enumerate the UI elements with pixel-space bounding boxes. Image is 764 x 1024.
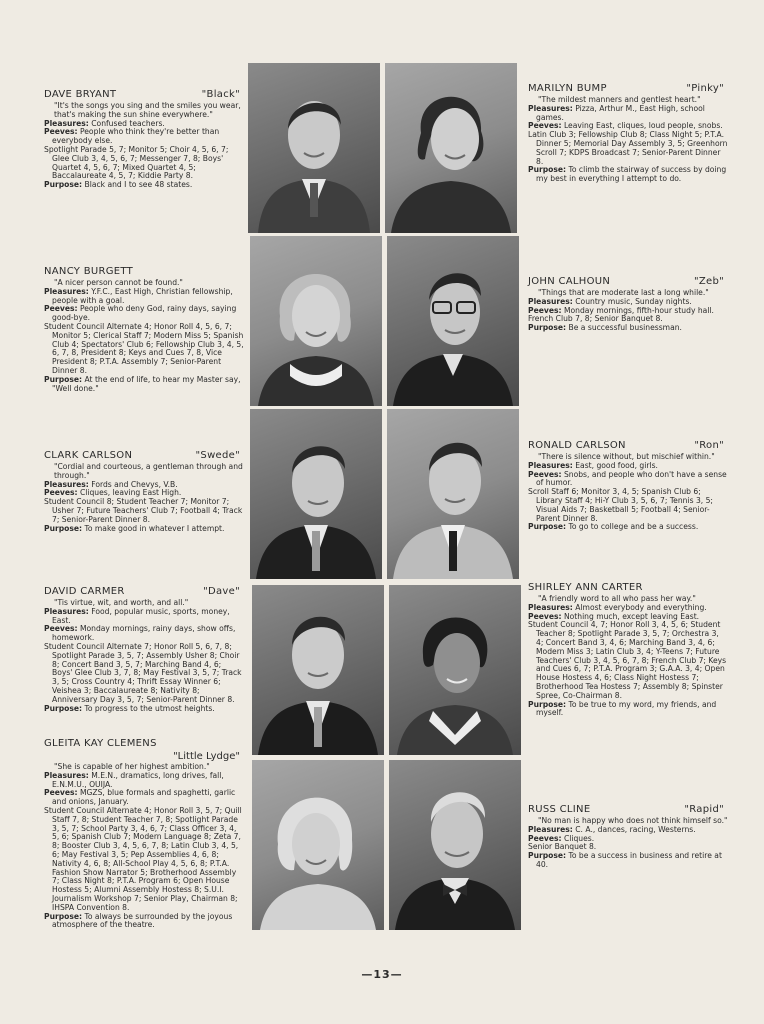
student-name: GLEITA KAY CLEMENS — [44, 738, 157, 749]
purpose-label: Purpose: — [528, 851, 567, 861]
pleasures-label: Pleasures: — [528, 296, 573, 306]
male-portrait-icon — [387, 236, 519, 406]
peeves-label: Peeves: — [44, 788, 78, 798]
pleasures-label: Pleasures: — [44, 286, 89, 296]
pleasures-label: Pleasures: — [44, 479, 89, 489]
student-nickname: "Black" — [201, 89, 240, 100]
peeves-label: Peeves: — [44, 304, 78, 314]
pleasures-label: Pleasures: — [528, 602, 573, 612]
student-quote: "It's the songs you sing and the smiles you wear, that's making the sun shine everywhere." — [54, 101, 241, 119]
pleasures-label: Pleasures: — [528, 824, 573, 834]
purpose-text: To make good in whatever I attempt. — [84, 523, 225, 533]
purpose-text: To progress to the utmost heights. — [84, 703, 215, 713]
student-entry-nancy-burgett — [44, 266, 244, 393]
student-entry-gleita-kay-clemens — [44, 738, 244, 930]
portrait-photo-david-carmer — [252, 585, 384, 755]
student-nickname: "Little Lydge" — [173, 751, 240, 762]
activities-text: Spotlight Parade 5, 7; Monitor 5; Choir 4, 5, 6, 7; Glee Club 3, 4, 5, 6, 7; Messenger 7, 8; Boys' Quartet 4, 5, 6, 7; Mixed Quartet 4, 5; Baccalaureate 4, 5, 7; Kiddie Party 8. — [44, 144, 229, 181]
portrait-photo-nancy-burgett — [250, 236, 382, 406]
pleasures-text: Almost everybody and everything. — [575, 602, 707, 612]
activities-text: Student Council Alternate 4; Honor Roll 4, 5, 6, 7; Monitor 5; Clerical Staff 7; Modern Miss 5; Spanish Club 4; Spectators' Club 6; Fellowship Club 3, 4, 5, 6, 7, 8, President 8; Keys and Cues 7, 8, Vice President 8; P.T.A. Assembly 7; Senior-Parent Dinner 8. — [44, 321, 244, 375]
student-quote: "Cordial and courteous, a gentleman through and through." — [54, 462, 243, 480]
purpose-label: Purpose: — [44, 180, 83, 190]
student-quote: "A friendly word to all who pass her way." — [538, 594, 696, 603]
male-portrait-icon — [252, 585, 384, 755]
pleasures-text: C. A., dances, racing, Westerns. — [575, 824, 696, 834]
portrait-photo-marilyn-bump — [385, 63, 517, 233]
student-quote: "Things that are moderate last a long while." — [538, 288, 709, 297]
peeves-text: MGZS, blue formals and spaghetti, garlic and onions, January. — [52, 788, 236, 807]
peeves-label: Peeves: — [44, 127, 78, 137]
student-nickname: "Ron" — [694, 440, 724, 451]
purpose-label: Purpose: — [528, 522, 567, 532]
peeves-text: Monday mornings, fifth-hour study hall. — [563, 305, 714, 315]
purpose-label: Purpose: — [44, 703, 83, 713]
student-nickname — [240, 266, 244, 278]
peeves-text: Monday mornings, rainy days, show offs, homework. — [52, 624, 236, 643]
student-entry-dave-bryant — [44, 89, 244, 190]
pleasures-label: Pleasures: — [44, 606, 89, 616]
activities-text: French Club 7, 8; Senior Banquet 8. — [528, 314, 663, 324]
peeves-label: Peeves: — [44, 624, 78, 634]
page-number: —13— — [361, 968, 403, 981]
portrait-photo-john-calhoun — [387, 236, 519, 406]
activities-text: Student Council 8; Student Teacher 7; Monitor 7; Usher 7; Future Teachers' Club 7; Football 4; Track 7; Senior-Parent Dinner 8. — [44, 497, 243, 524]
activities-text: Student Council Alternate 7; Honor Roll 5, 6, 7, 8; Spotlight Parade 3, 5, 7; Assembly Usher 8; Choir 8; Concert Band 3, 5, 7; Marching Band 4, 6; Boys' Glee Club 3, 7, 8; May Festival 3, 5, 7; Track 3, 5; Cross Country 4; Thrift Essay Winner 6; Veishea 3; Baccalaureate 8; Nativity 8; Anniversary Day 3, 5, 7; Senior-Parent Dinner 8. — [44, 641, 242, 704]
student-entry-ronald-carlson — [528, 440, 728, 532]
purpose-text: To be true to my word, my friends, and myself. — [536, 699, 717, 718]
student-quote: "No man is happy who does not think himself so." — [538, 816, 728, 825]
activities-text: Latin Club 3; Fellowship Club 8; Class Night 5; P.T.A. Dinner 5; Memorial Day Assembly 3, 5; Greenhorn Scroll 7; KDPS Broadcast 7; Senior-Parent Dinner 8. — [528, 130, 728, 166]
student-name: CLARK CARLSON — [44, 450, 133, 461]
portrait-photo-ronald-carlson — [387, 409, 519, 579]
student-name: RUSS CLINE — [528, 804, 591, 815]
pleasures-text: Pizza, Arthur M., East High, school games. — [536, 103, 705, 122]
peeves-label: Peeves: — [44, 488, 78, 498]
portrait-photo-gleita-kay-clemens — [252, 760, 384, 930]
student-name: DAVE BRYANT — [44, 89, 117, 100]
portrait-photo-clark-carlson — [250, 409, 382, 579]
purpose-text: Be a successful businessman. — [568, 323, 682, 333]
peeves-text: Leaving East, cliques, loud people, snobs. — [563, 121, 723, 131]
student-entry-david-carmer — [44, 586, 244, 713]
activities-text: Student Council Alternate 4; Honor Roll 3, 5, 7; Quill Staff 7, 8; Student Teacher 7, 8; Spotlight Parade 3, 5, 7; School Party 3, 4, 6, 7; Class Officer 3, 4, 5, 6; Spanish Club 7; Modern Language 8; Zeta 7, 8; Booster Club 3, 4, 5, 6, 7, 8; Latin Club 3, 4, 5, 6; May Festival 3, 5; Pep Assemblies 4, 6, 8; Nativity 4, 6, 8; All-School Play 4, 5, 6, 8; P.T.A. Fashion Show Narrator 5; Brotherhood Assembly 7; Class Night 8; P.T.A. Program 6; Open House Hostess 5; Alumni Assembly Hostess 8; S.U.I. Journalism Workshop 7; Senior Play, Chairman 8; IHSPA Convention 8. — [44, 805, 242, 912]
peeves-text: Cliques. — [563, 833, 595, 843]
activities-text: Scroll Staff 6; Monitor 3, 4, 5; Spanish Club 6; Library Staff 4; Hi-Y Club 3, 5, 6, 7; Tennis 3, 5; Visual Aids 7; Basketball 5; Football 4; Senior-Parent Dinner 8. — [528, 487, 713, 523]
purpose-text: Black and I to see 48 states. — [84, 180, 193, 190]
pleasures-label: Pleasures: — [528, 460, 573, 470]
student-nickname — [724, 582, 728, 594]
portrait-photo-dave-bryant — [248, 63, 380, 233]
peeves-label: Peeves: — [528, 469, 562, 479]
student-entry-john-calhoun — [528, 276, 728, 333]
purpose-label: Purpose: — [44, 523, 83, 533]
purpose-text: To climb the stairway of success by doing my best in everything I attempt to do. — [536, 165, 727, 184]
student-entry-russ-cline — [528, 804, 728, 870]
student-name: JOHN CALHOUN — [528, 276, 611, 287]
peeves-label: Peeves: — [528, 121, 562, 131]
peeves-text: People who think they're better than everybody else. — [52, 127, 220, 146]
female-portrait-icon — [250, 236, 382, 406]
student-name: NANCY BURGETT — [44, 266, 134, 277]
portrait-photo-shirley-ann-carter — [389, 585, 521, 755]
female-portrait-icon — [389, 585, 521, 755]
student-nickname: "Pinky" — [686, 83, 724, 94]
female-portrait-icon — [252, 760, 384, 930]
peeves-text: Nothing much, except leaving East. — [563, 611, 700, 621]
pleasures-label: Pleasures: — [528, 103, 573, 113]
purpose-text: At the end of life, to hear my Master say, "Well done." — [52, 374, 241, 393]
student-nickname: "Dave" — [203, 586, 240, 597]
pleasures-label: Pleasures: — [44, 770, 89, 780]
male-portrait-icon — [387, 409, 519, 579]
student-nickname: "Rapid" — [684, 804, 724, 815]
student-name: MARILYN BUMP — [528, 83, 607, 94]
purpose-label: Purpose: — [528, 699, 567, 709]
activities-text: Student Council 4, 7; Honor Roll 3, 4, 5, 6; Student Teacher 8; Spotlight Parade 3, 5, 7; Orchestra 3, 4; Concert Band 3, 4, 6; Marching Band 3, 4, 6; Modern Miss 3; Latin Club 3, 4; Y-Teens 7; Future Teachers' Club 3, 4, 5, 6, 7, 8; French Club 7; Keys and Cues 6, 7; P.T.A. Program 3; G.A.A. 3, 4; Open House Hostess 4, 6; Class Night Hostess 7; Brotherhood Tea Hostess 7; Assembly 8; Spinster Spree, Co-Chairman 8. — [528, 620, 727, 700]
purpose-label: Purpose: — [44, 911, 83, 921]
student-nickname: "Swede" — [195, 450, 240, 461]
pleasures-text: East, good food, girls. — [575, 460, 658, 470]
purpose-text: To go to college and be a success. — [568, 522, 699, 532]
female-portrait-icon — [385, 63, 517, 233]
student-entry-shirley-ann-carter — [528, 582, 728, 718]
pleasures-text: Country music, Sunday nights. — [575, 296, 692, 306]
portrait-photo-russ-cline — [389, 760, 521, 930]
student-entry-clark-carlson — [44, 450, 244, 533]
pleasures-text: M.E.N., dramatics, long drives, fall, E.N.M.U., OUIJA. — [52, 770, 224, 789]
student-quote: "She is capable of her highest ambition." — [54, 762, 210, 771]
pleasures-text: Y.F.C., East High, Christian fellowship, people with a goal. — [52, 286, 233, 305]
student-name: DAVID CARMER — [44, 586, 125, 597]
student-quote: "The mildest manners and gentlest heart." — [538, 95, 701, 104]
pleasures-text: Food, popular music, sports, money, East. — [52, 606, 230, 625]
purpose-label: Purpose: — [528, 323, 567, 333]
student-name: SHIRLEY ANN CARTER — [528, 582, 643, 593]
purpose-text: To be a success in business and retire at 40. — [536, 851, 722, 869]
student-nickname: "Zeb" — [693, 276, 724, 287]
student-quote: "Tis virtue, wit, and worth, and all." — [54, 598, 189, 607]
peeves-text: Snobs, and people who don't have a sense of humor. — [536, 469, 727, 488]
male-portrait-icon — [250, 409, 382, 579]
purpose-label: Purpose: — [44, 374, 83, 384]
student-name: RONALD CARLSON — [528, 440, 626, 451]
purpose-label: Purpose: — [528, 165, 567, 175]
pleasures-text: Fords and Chevys, V.B. — [91, 479, 178, 489]
peeves-label: Peeves: — [528, 611, 562, 621]
student-quote: "There is silence without, but mischief within." — [538, 452, 715, 461]
peeves-label: Peeves: — [528, 833, 562, 843]
purpose-text: To always be surrounded by the joyous atmosphere of the theatre. — [52, 911, 233, 930]
peeves-label: Peeves: — [528, 305, 562, 315]
peeves-text: People who deny God, rainy days, saying good-bye. — [52, 304, 237, 323]
male-portrait-icon — [389, 760, 521, 930]
student-quote: "A nicer person cannot be found." — [54, 278, 183, 287]
peeves-text: Cliques, leaving East High. — [79, 488, 182, 498]
activities-text: Senior Banquet 8. — [528, 842, 597, 852]
student-entry-marilyn-bump — [528, 83, 728, 184]
pleasures-label: Pleasures: — [44, 118, 89, 128]
pleasures-text: Confused teachers. — [91, 118, 165, 128]
male-portrait-icon — [248, 63, 380, 233]
